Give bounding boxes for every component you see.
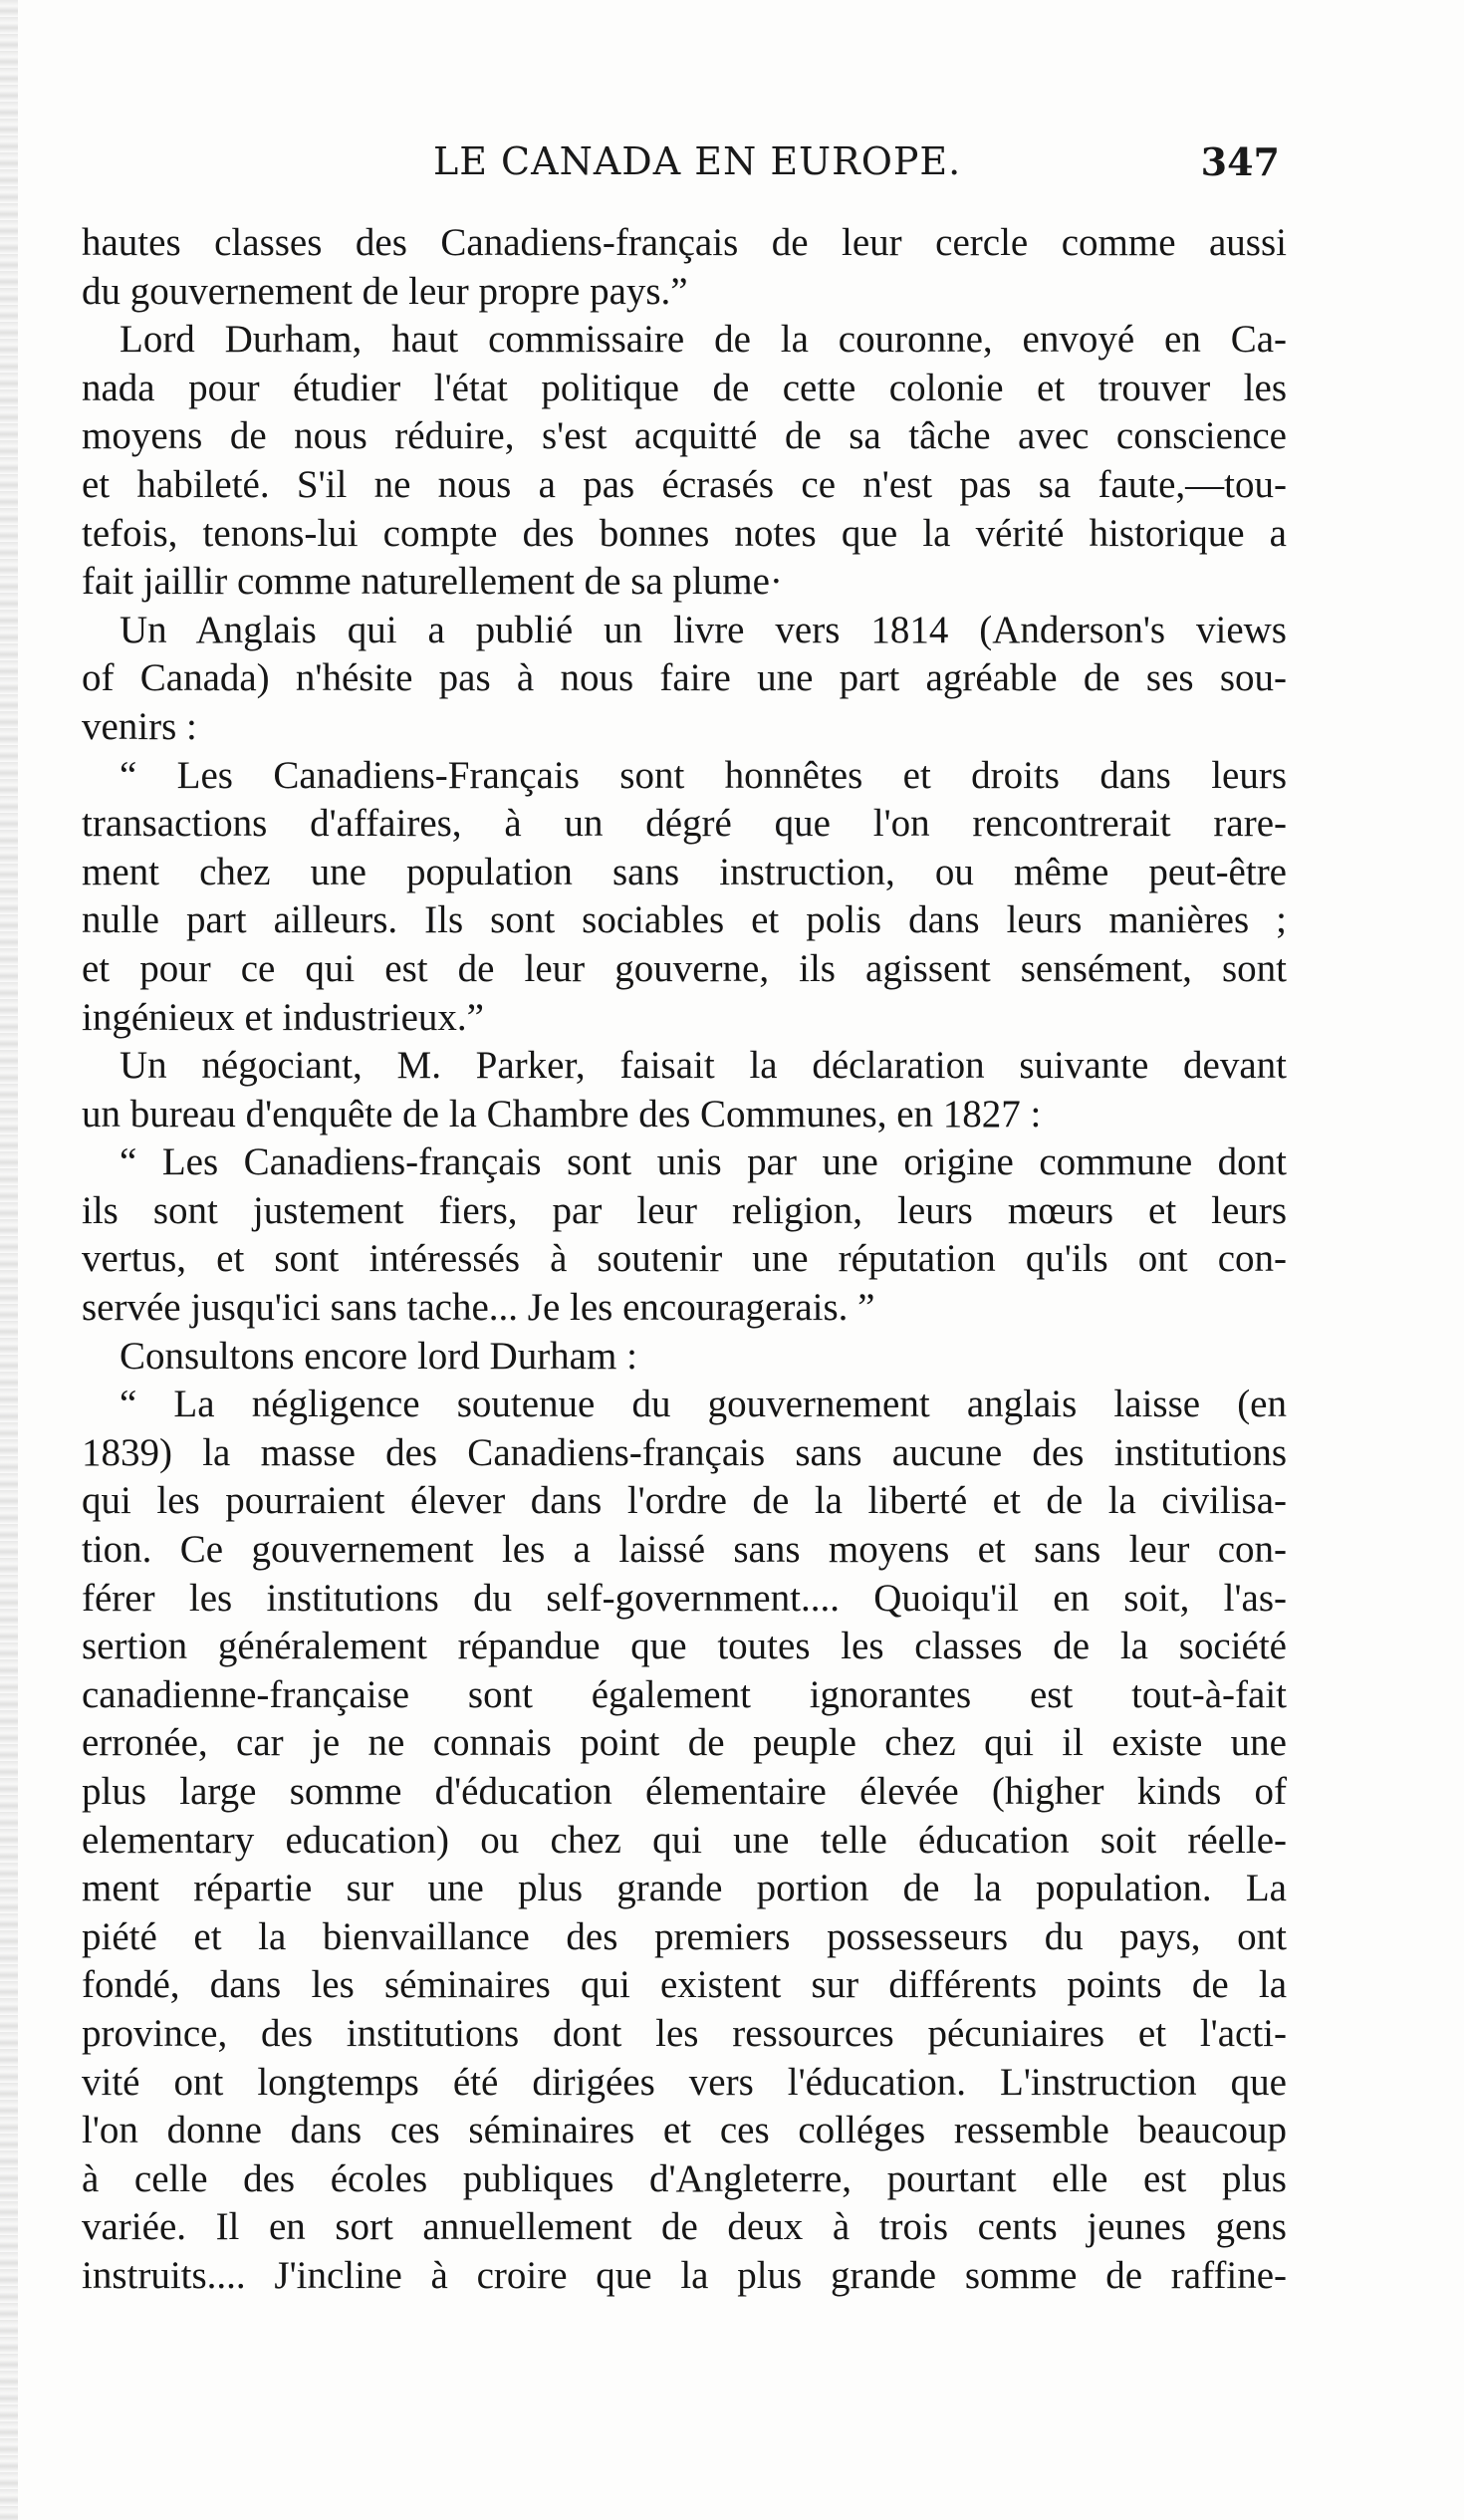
text-line: venirs : <box>82 704 197 748</box>
text-line: tefois, tenons-lui compte des bonnes notes que la vérité historique a <box>82 511 1287 555</box>
text-line: canadienne-française sont également ignorantes est tout-à-fait <box>82 1672 1287 1716</box>
text-line: un bureau d'enquête de la Chambre des Communes, en 1827 : <box>82 1092 1042 1135</box>
text-line: ingénieux et industrieux.” <box>82 995 484 1039</box>
text-line: piété et la bienvaillance des premiers possesseurs du pays, ont <box>82 1914 1287 1958</box>
text-line: à celle des écoles publiques d'Angleterre, pourtant elle est plus <box>82 2156 1287 2200</box>
text-line: tion. Ce gouvernement les a laissé sans moyens et sans leur con- <box>82 1528 1287 1572</box>
text-line: Consultons encore lord Durham : <box>120 1334 637 1378</box>
text-line: hautes classes des Canadiens-français de leur cercle comme aussi <box>82 221 1287 264</box>
text-line: l'on donne dans ces séminaires et ces colléges ressemble beaucoup <box>82 2109 1287 2152</box>
text-line: du gouvernement de leur propre pays.” <box>82 269 688 313</box>
body-text <box>82 219 1287 2301</box>
text-line: et habileté. S'il ne nous a pas écrasés ce n'est pas sa faute,—tou- <box>82 462 1287 506</box>
text-line: of Canada) n'hésite pas à nous faire une part agréable de ses sou- <box>82 656 1287 700</box>
text-line: ment répartie sur une plus grande portion de la population. La <box>82 1867 1287 1910</box>
text-line: férer les institutions du self-government.... Quoiqu'il en soit, l'as- <box>82 1576 1287 1620</box>
running-title: LE CANADA EN EUROPE. <box>433 139 962 183</box>
text-line: sertion généralement répandue que toutes les classes de la société <box>82 1625 1287 1668</box>
page-number: 347 <box>1200 139 1280 184</box>
text-line: “ La négligence soutenue du gouvernement anglais laisse (en <box>120 1383 1287 1426</box>
text-line: moyens de nous réduire, s'est acquitté de sa tâche avec conscience <box>82 414 1287 458</box>
text-line: ils sont justement fiers, par leur religion, leurs mœurs et leurs <box>82 1188 1287 1232</box>
text-line: vertus, et sont intéressés à soutenir une réputation qu'ils ont con- <box>82 1237 1287 1281</box>
text-line: nulle part ailleurs. Ils sont sociables et polis dans leurs manières ; <box>82 898 1287 942</box>
text-line: “ Les Canadiens-Français sont honnêtes et droits dans leurs <box>120 753 1287 797</box>
text-line: Lord Durham, haut commissaire de la couronne, envoyé en Ca- <box>120 318 1287 362</box>
text-line: plus large somme d'éducation élementaire élevée (higher kinds of <box>82 1770 1287 1813</box>
text-line: variée. Il en sort annuellement de deux à trois cents jeunes gens <box>82 2205 1287 2249</box>
text-line: vité ont longtemps été dirigées vers l'éducation. L'instruction que <box>82 2060 1287 2104</box>
page-binding-edge <box>0 0 18 2520</box>
text-line: fait jaillir comme naturellement de sa plume· <box>82 560 783 604</box>
text-line: servée jusqu'ici sans tache... Je les encouragerais. ” <box>82 1286 875 1330</box>
text-line: fondé, dans les séminaires qui existent sur différents points de la <box>82 1963 1287 2007</box>
text-line: elementary education) ou chez qui une telle éducation soit réelle- <box>82 1818 1287 1862</box>
text-line: transactions d'affaires, à un dégré que l'on rencontrerait rare- <box>82 802 1287 846</box>
text-line: Un Anglais qui a publié un livre vers 1814 (Anderson's views <box>120 608 1287 651</box>
text-line: erronée, car je ne connais point de peuple chez qui il existe une <box>82 1721 1287 1765</box>
page-header <box>85 139 1280 199</box>
text-line: instruits.... J'incline à croire que la plus grande somme de raffine- <box>82 2253 1287 2297</box>
text-line: 1839) la masse des Canadiens-français sans aucune des institutions <box>82 1430 1287 1474</box>
text-line: nada pour étudier l'état politique de cette colonie et trouver les <box>82 366 1287 409</box>
text-line: qui les pourraient élever dans l'ordre de la liberté et de la civilisa- <box>82 1479 1287 1523</box>
text-line: et pour ce qui est de leur gouverne, ils agissent sensément, sont <box>82 946 1287 990</box>
text-line: “ Les Canadiens-français sont unis par une origine commune dont <box>120 1140 1287 1184</box>
text-line: ment chez une population sans instruction, ou même peut-être <box>82 850 1287 893</box>
text-line: province, des institutions dont les ressources pécuniaires et l'acti- <box>82 2011 1287 2055</box>
text-line: Un négociant, M. Parker, faisait la déclaration suivante devant <box>120 1044 1287 1088</box>
